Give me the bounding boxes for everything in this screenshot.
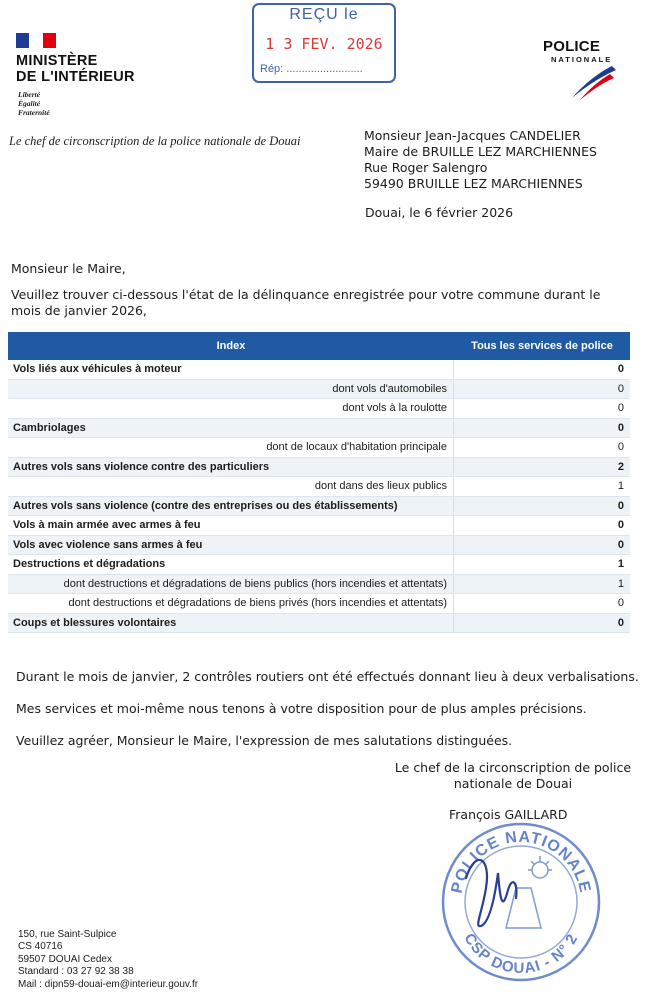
svg-text:CSP DOUAI - N° 2: [460, 930, 581, 977]
header-services: Tous les services de police: [471, 340, 613, 352]
seal-top-text: POLICE NATIONALE: [448, 828, 594, 895]
delinquency-table: [8, 332, 630, 633]
row-value: 0: [617, 519, 624, 532]
greeting: Monsieur le Maire,: [11, 261, 126, 276]
stamp-title: REÇU le: [289, 6, 359, 23]
row-value: 2: [617, 460, 624, 473]
table-row: [8, 497, 630, 517]
row-label: Vols avec violence sans armes à feu: [8, 536, 454, 555]
row-label: dont vols d'automobiles: [8, 380, 454, 399]
stamp-reply-line: Rép: .........................: [260, 63, 363, 75]
received-stamp: [252, 3, 396, 83]
row-value: 1: [617, 480, 624, 493]
table-row: [8, 614, 630, 634]
row-value: 0: [617, 382, 624, 395]
row-value: 1: [617, 558, 624, 571]
intro-paragraph: Veuillez trouver ci-dessous l'état de la délinquance enregistrée pour votre commune durant le mois de janvier 2026,: [11, 287, 601, 318]
table-row: [8, 594, 630, 614]
republic-motto: [18, 90, 50, 117]
recipient-address: [364, 128, 597, 192]
footer-cs: CS 40716: [18, 941, 63, 953]
signature-title-line-1: Le chef de la circonscription de police: [394, 760, 632, 775]
paragraph-closing: Veuillez agréer, Monsieur le Maire, l'expression de mes salutations distinguées.: [16, 733, 513, 748]
row-label: dont destructions et dégradations de biens publics (hors incendies et attentats): [8, 575, 454, 594]
seal-bottom-text: CSP DOUAI - N° 2: [460, 930, 582, 978]
row-value: 0: [617, 538, 624, 551]
row-label: Vols à main armée avec armes à feu: [8, 516, 454, 535]
motto-liberte: Liberté: [18, 90, 41, 99]
table-row: [8, 555, 630, 575]
footer-address: [18, 929, 198, 991]
ministry-name: [16, 53, 135, 85]
row-value: 0: [617, 597, 624, 610]
footer-street: 150, rue Saint-Sulpice: [18, 929, 117, 940]
row-label: dont vols à la roulotte: [8, 399, 454, 418]
recipient-city: 59490 BRUILLE LEZ MARCHIENNES: [364, 176, 583, 191]
table-body: [8, 360, 630, 633]
sender-line: Le chef de circonscription de la police nationale de Douai: [9, 134, 301, 148]
table-row: [8, 399, 630, 419]
row-value: 0: [617, 363, 624, 376]
row-value: 0: [617, 499, 624, 512]
recipient-name: Monsieur Jean-Jacques CANDELIER: [364, 128, 581, 143]
row-label: Coups et blessures volontaires: [8, 614, 454, 633]
police-logo-title: POLICE: [543, 38, 601, 55]
table-row: [8, 438, 630, 458]
table-row: [8, 536, 630, 556]
row-value: 0: [617, 402, 624, 415]
table-row: [8, 477, 630, 497]
motto-egalite: Égalité: [18, 99, 41, 108]
row-label: Destructions et dégradations: [8, 555, 454, 574]
footer-city: 59507 DOUAI Cedex: [18, 953, 112, 965]
marianne-flag-icon: [16, 33, 56, 48]
row-value: 0: [617, 421, 624, 434]
table-header: [8, 332, 630, 360]
row-label: Autres vols sans violence contre des particuliers: [8, 458, 454, 477]
ministry-line-2: DE L'INTÉRIEUR: [16, 69, 135, 85]
police-tricolor-swoosh-icon: [560, 64, 620, 102]
svg-text:POLICE NATIONALE: [449, 829, 594, 895]
police-logo-subtitle: NATIONALE: [551, 55, 613, 64]
motto-fraternite: Fraternité: [18, 108, 50, 117]
table-row: [8, 380, 630, 400]
recipient-street: Rue Roger Salengro: [364, 160, 488, 175]
recipient-title: Maire de BRUILLE LEZ MARCHIENNES: [364, 144, 597, 159]
row-value: 1: [617, 577, 624, 590]
paragraph-availability: Mes services et moi-même nous tenons à votre disposition pour de plus amples précisions.: [16, 701, 587, 716]
row-label: dont dans des lieux publics: [8, 477, 454, 496]
police-seal-stamp: [436, 818, 606, 986]
footer-phone: Standard : 03 27 92 38 38: [18, 966, 134, 978]
row-label: Cambriolages: [8, 419, 454, 438]
row-label: Vols liés aux véhicules à moteur: [8, 360, 454, 379]
paragraph-road-checks: Durant le mois de janvier, 2 contrôles routiers ont été effectués donnant lieu à deux verbalisations.: [16, 669, 639, 684]
stamp-date: 1 3 FEV. 2026: [265, 35, 383, 53]
row-value: 0: [617, 441, 624, 454]
table-row: [8, 419, 630, 439]
signer-name: François GAILLARD: [449, 807, 568, 822]
table-row: [8, 516, 630, 536]
signature-title: [393, 760, 633, 792]
ministry-line-1: MINISTÈRE: [16, 53, 98, 69]
row-label: Autres vols sans violence (contre des entreprises ou des établissements): [8, 497, 454, 516]
row-value: 0: [617, 616, 624, 629]
footer-email: Mail : dipn59-douai-em@interieur.gouv.fr: [18, 978, 199, 990]
seal-emblem-icon: [506, 856, 552, 928]
place-date: Douai, le 6 février 2026: [365, 205, 514, 220]
signature-title-line-2: nationale de Douai: [453, 776, 573, 791]
row-label: dont de locaux d'habitation principale: [8, 438, 454, 457]
table-row: [8, 575, 630, 595]
table-row: [8, 360, 630, 380]
table-row: [8, 458, 630, 478]
header-index: Index: [216, 340, 246, 352]
row-label: dont destructions et dégradations de biens privés (hors incendies et attentats): [8, 594, 454, 613]
